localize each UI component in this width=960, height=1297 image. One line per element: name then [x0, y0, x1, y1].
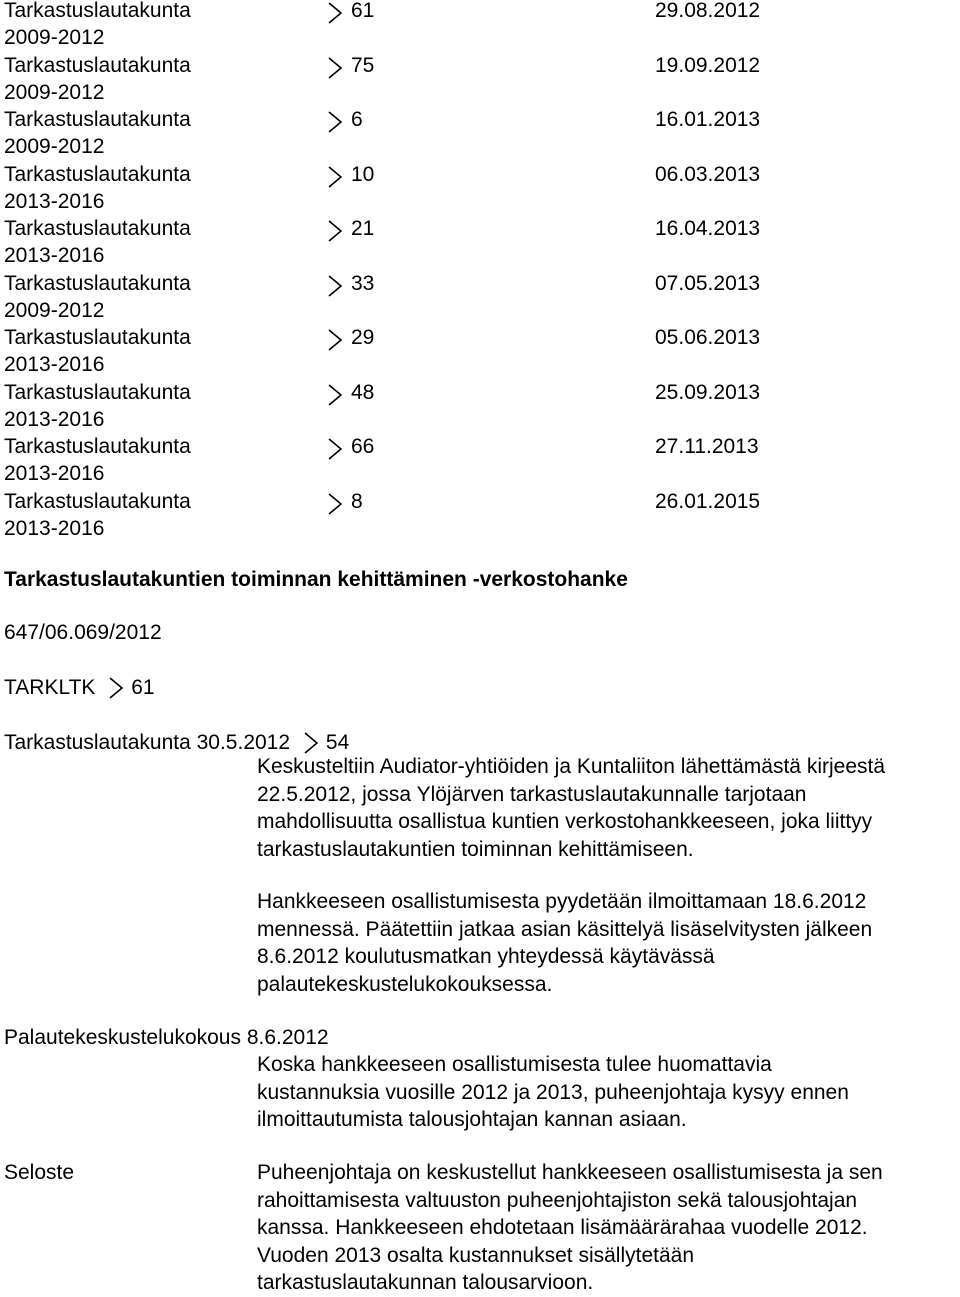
meeting-number: 6 — [351, 108, 363, 131]
meeting-number: 75 — [351, 53, 375, 77]
right-arrow-icon — [326, 492, 344, 516]
meeting-term: 2013-2016 — [4, 353, 105, 376]
meeting-number: 48 — [351, 380, 375, 404]
right-arrow-icon — [302, 731, 320, 755]
meeting-date: 16.04.2013 — [655, 217, 761, 240]
text-line: 8.6.2012 koulutusmatkan yhteydessä käytävässä — [257, 945, 715, 968]
meeting-number: 61 — [351, 0, 375, 22]
feedback-paragraph — [257, 1051, 849, 1134]
meeting-body: Tarkastuslautakunta — [4, 435, 191, 458]
meeting-term: 2013-2016 — [4, 189, 105, 213]
text-line: mahdollisuutta osallistua kuntien verkostohankkeeseen, joka liittyy — [257, 810, 873, 833]
tarkltk-number: 61 — [131, 676, 155, 699]
text-line: Puheenjohtaja on keskustellut hankkeeseen osallistumisesta ja sen — [257, 1161, 883, 1184]
meeting-date: 06.03.2013 — [655, 162, 761, 186]
meeting-date: 19.09.2012 — [655, 53, 761, 77]
meeting-date: 07.05.2013 — [655, 271, 761, 295]
meeting-number: 66 — [351, 435, 375, 458]
right-arrow-icon — [326, 110, 344, 134]
meeting-body: Tarkastuslautakunta — [4, 108, 191, 131]
meeting-term: 2009-2012 — [4, 135, 105, 158]
decision-number: 54 — [325, 731, 350, 754]
meeting-body: Tarkastuslautakunta — [4, 380, 191, 404]
seloste-label: Seloste — [4, 1161, 75, 1184]
meeting-body: Tarkastuslautakunta — [4, 489, 191, 513]
text-line: mennessä. Päätettiin jatkaa asian käsittelyä lisäselvitysten jälkeen — [257, 917, 873, 941]
meeting-body: Tarkastuslautakunta — [4, 162, 191, 186]
feedback-label: Palautekeskustelukokous 8.6.2012 — [4, 1026, 329, 1049]
meeting-term: 2009-2012 — [4, 26, 105, 49]
meeting-date: 26.01.2015 — [655, 489, 761, 513]
text-line: tarkastuslautakunnan talousarvioon. — [257, 1271, 594, 1294]
text-line: Koska hankkeeseen osallistumisesta tulee huomattavia — [257, 1053, 772, 1076]
decision-paragraph-1 — [257, 753, 885, 863]
meeting-date: 25.09.2013 — [655, 380, 761, 404]
meeting-number: 21 — [351, 217, 375, 240]
meeting-date: 27.11.2013 — [655, 435, 759, 458]
meeting-term: 2009-2012 — [4, 298, 105, 322]
meeting-term: 2013-2016 — [4, 407, 105, 431]
meeting-term: 2009-2012 — [4, 80, 105, 104]
text-line: Keskusteltiin Audiator-yhtiöiden ja Kuntaliiton lähettämästä kirjeestä — [257, 755, 886, 778]
text-line: palautekeskustelukokouksessa. — [257, 972, 553, 996]
meeting-body: Tarkastuslautakunta — [4, 217, 191, 240]
decision-paragraph-2 — [257, 888, 872, 998]
tarkltk-label: TARKLTK — [4, 676, 96, 699]
meeting-number: 33 — [351, 271, 375, 295]
right-arrow-icon — [326, 56, 344, 80]
meeting-number: 10 — [351, 162, 375, 186]
meeting-body: Tarkastuslautakunta — [4, 0, 191, 22]
right-arrow-icon — [326, 383, 344, 407]
text-line: kustannuksia vuosille 2012 ja 2013, puheenjohtaja kysyy ennen — [257, 1080, 849, 1104]
right-arrow-icon — [326, 1, 344, 25]
right-arrow-icon — [326, 219, 344, 243]
right-arrow-icon — [326, 437, 344, 461]
seloste-paragraph — [257, 1159, 883, 1297]
text-line: Hankkeeseen osallistumisesta pyydetään ilmoittamaan 18.6.2012 — [257, 890, 867, 913]
decision-header — [4, 729, 349, 756]
meeting-body: Tarkastuslautakunta — [4, 271, 191, 295]
meeting-number: 29 — [351, 326, 375, 349]
meeting-date: 05.06.2013 — [655, 326, 761, 349]
text-line: kanssa. Hankkeeseen ehdotetaan lisämäärärahaa vuodelle 2012. — [257, 1216, 868, 1239]
reference-number: 647/06.069/2012 — [4, 621, 162, 644]
meeting-body: Tarkastuslautakunta — [4, 53, 191, 77]
meeting-number: 8 — [351, 489, 363, 513]
section-title: Tarkastuslautakuntien toiminnan kehittäminen -verkostohanke — [4, 568, 628, 591]
tarkltk-line — [4, 674, 155, 701]
text-line: tarkastuslautakuntien toiminnan kehittämiseen. — [257, 837, 694, 861]
text-line: ilmoittautumista talousjohtajan kannan asiaan. — [257, 1108, 687, 1131]
right-arrow-icon — [326, 165, 344, 189]
meeting-date: 16.01.2013 — [655, 108, 761, 131]
meeting-term: 2013-2016 — [4, 244, 105, 267]
meeting-term: 2013-2016 — [4, 462, 105, 485]
meeting-body: Tarkastuslautakunta — [4, 326, 191, 349]
right-arrow-icon — [326, 274, 344, 298]
text-line: rahoittamisesta valtuuston puheenjohtajiston sekä talousjohtajan — [257, 1188, 858, 1212]
right-arrow-icon — [326, 328, 344, 352]
decision-body-date: Tarkastuslautakunta 30.5.2012 — [4, 731, 291, 754]
text-line: Vuoden 2013 osalta kustannukset sisällytetään — [257, 1243, 695, 1267]
text-line: 22.5.2012, jossa Ylöjärven tarkastuslautakunnalle tarjotaan — [257, 782, 807, 806]
meeting-date: 29.08.2012 — [655, 0, 761, 22]
meeting-term: 2013-2016 — [4, 516, 105, 540]
right-arrow-icon — [107, 676, 125, 700]
